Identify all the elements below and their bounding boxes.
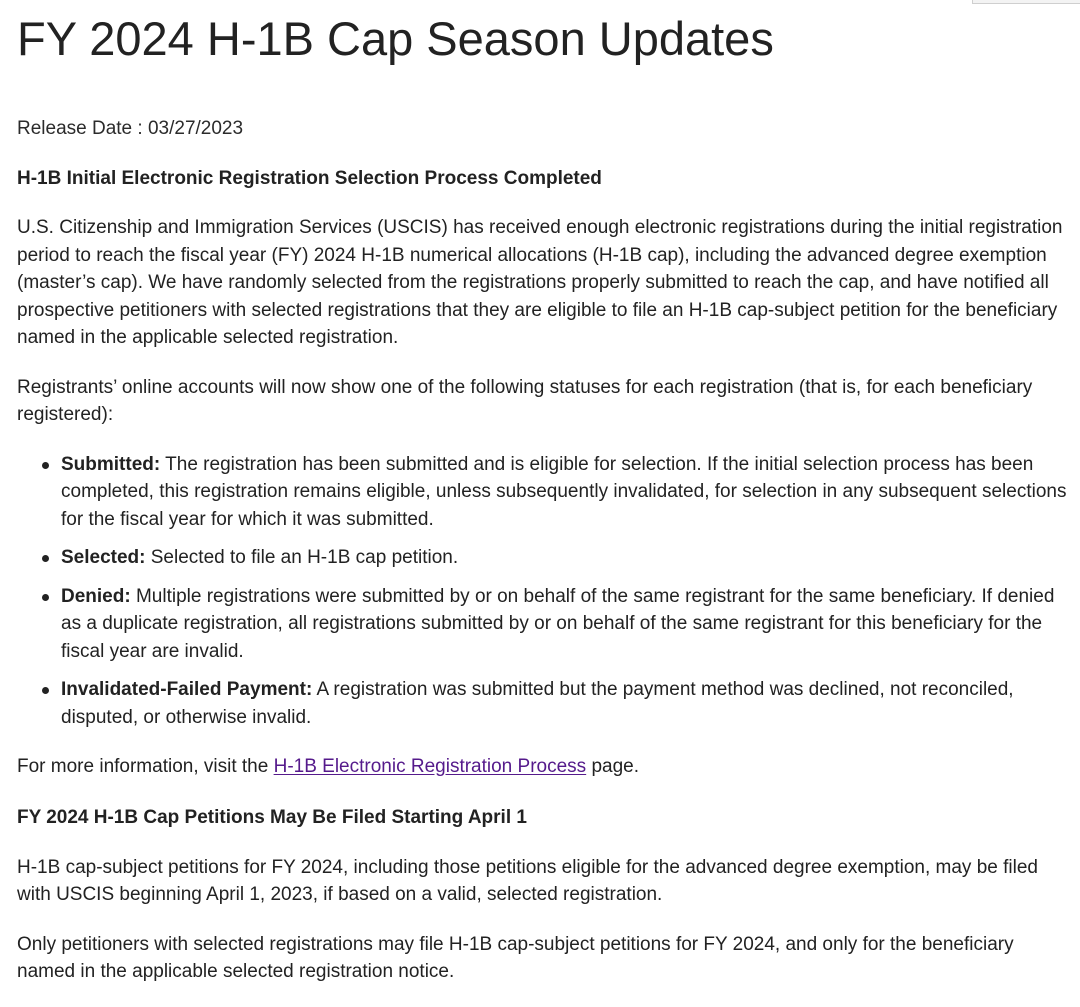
release-date-line [17,115,1068,142]
release-date-label: Release Date : [17,118,148,139]
list-item [61,676,1068,731]
paragraph-uscis-received: U.S. Citizenship and Immigration Services (USCIS) has received enough electronic registrations during the initial registration period to reach the fiscal year (FY) 2024 H-1B numerical allocations (H-1B cap), including the advanced degree exemption (master’s cap). We have randomly selected from the registrations properly submitted to reach the cap, and have notified all prospective petitioners with selected registrations that they are eligible to file an H-1B cap-subject petition for the beneficiary named in the applicable selected registration. [17,217,1063,348]
status-description: Selected to file an H-1B cap petition. [145,547,459,568]
registration-process-link[interactable]: H-1B Electronic Registration Process [273,756,587,777]
bullet-icon [42,462,49,469]
status-term: Invalidated-Failed Payment: [61,679,313,700]
list-item [61,451,1068,534]
status-description: Multiple registrations were submitted by or on behalf of the same registrant for the same beneficiary. If denied as a duplicate registration, all registrations submitted by or on behalf of the same registrant for this beneficiary for the fiscal year are invalid. [61,585,1055,662]
more-info-suffix: page. [586,756,639,777]
corner-decoration [972,0,1080,4]
bullet-icon [42,687,49,694]
paragraph-registrant-statuses: Registrants’ online accounts will now show one of the following statuses for each registration (that is, for each beneficiary registered): [17,376,1033,425]
status-list [17,451,1068,732]
section-heading-petitions: FY 2024 H-1B Cap Petitions May Be Filed Starting April 1 [17,806,527,828]
status-description: The registration has been submitted and is eligible for selection. If the initial selection process has been completed, this registration remains eligible, unless subsequently invalidated, for selection in any subsequent selections for the fiscal year for which it was submitted. [61,453,1067,530]
more-info-prefix: For more information, visit the [17,756,274,777]
bullet-icon [42,555,49,562]
page-title: FY 2024 H-1B Cap Season Updates [17,12,774,65]
bullet-icon [42,594,49,601]
list-item [61,583,1068,666]
status-term: Denied: [61,585,131,607]
more-info-line [17,753,1068,781]
status-term: Selected: [61,547,146,568]
status-term: Submitted: [61,453,161,475]
status-description: A registration was submitted but the payment method was declined, not reconciled, disputed, or otherwise invalid. [61,679,1014,728]
paragraph-petitions-filed: H-1B cap-subject petitions for FY 2024, including those petitions eligible for the advanced degree exemption, may be filed with USCIS beginning April 1, 2023, if based on a valid, selected registration. [17,856,1038,905]
paragraph-only-petitioners: Only petitioners with selected registrations may file H-1B cap-subject petitions for FY 2024, and only for the beneficiary named in the applicable selected registration notice. [17,933,1014,982]
section-heading-selection: H-1B Initial Electronic Registration Selection Process Completed [17,168,602,189]
release-date-value: 03/27/2023 [147,118,244,139]
list-item [61,544,1068,572]
